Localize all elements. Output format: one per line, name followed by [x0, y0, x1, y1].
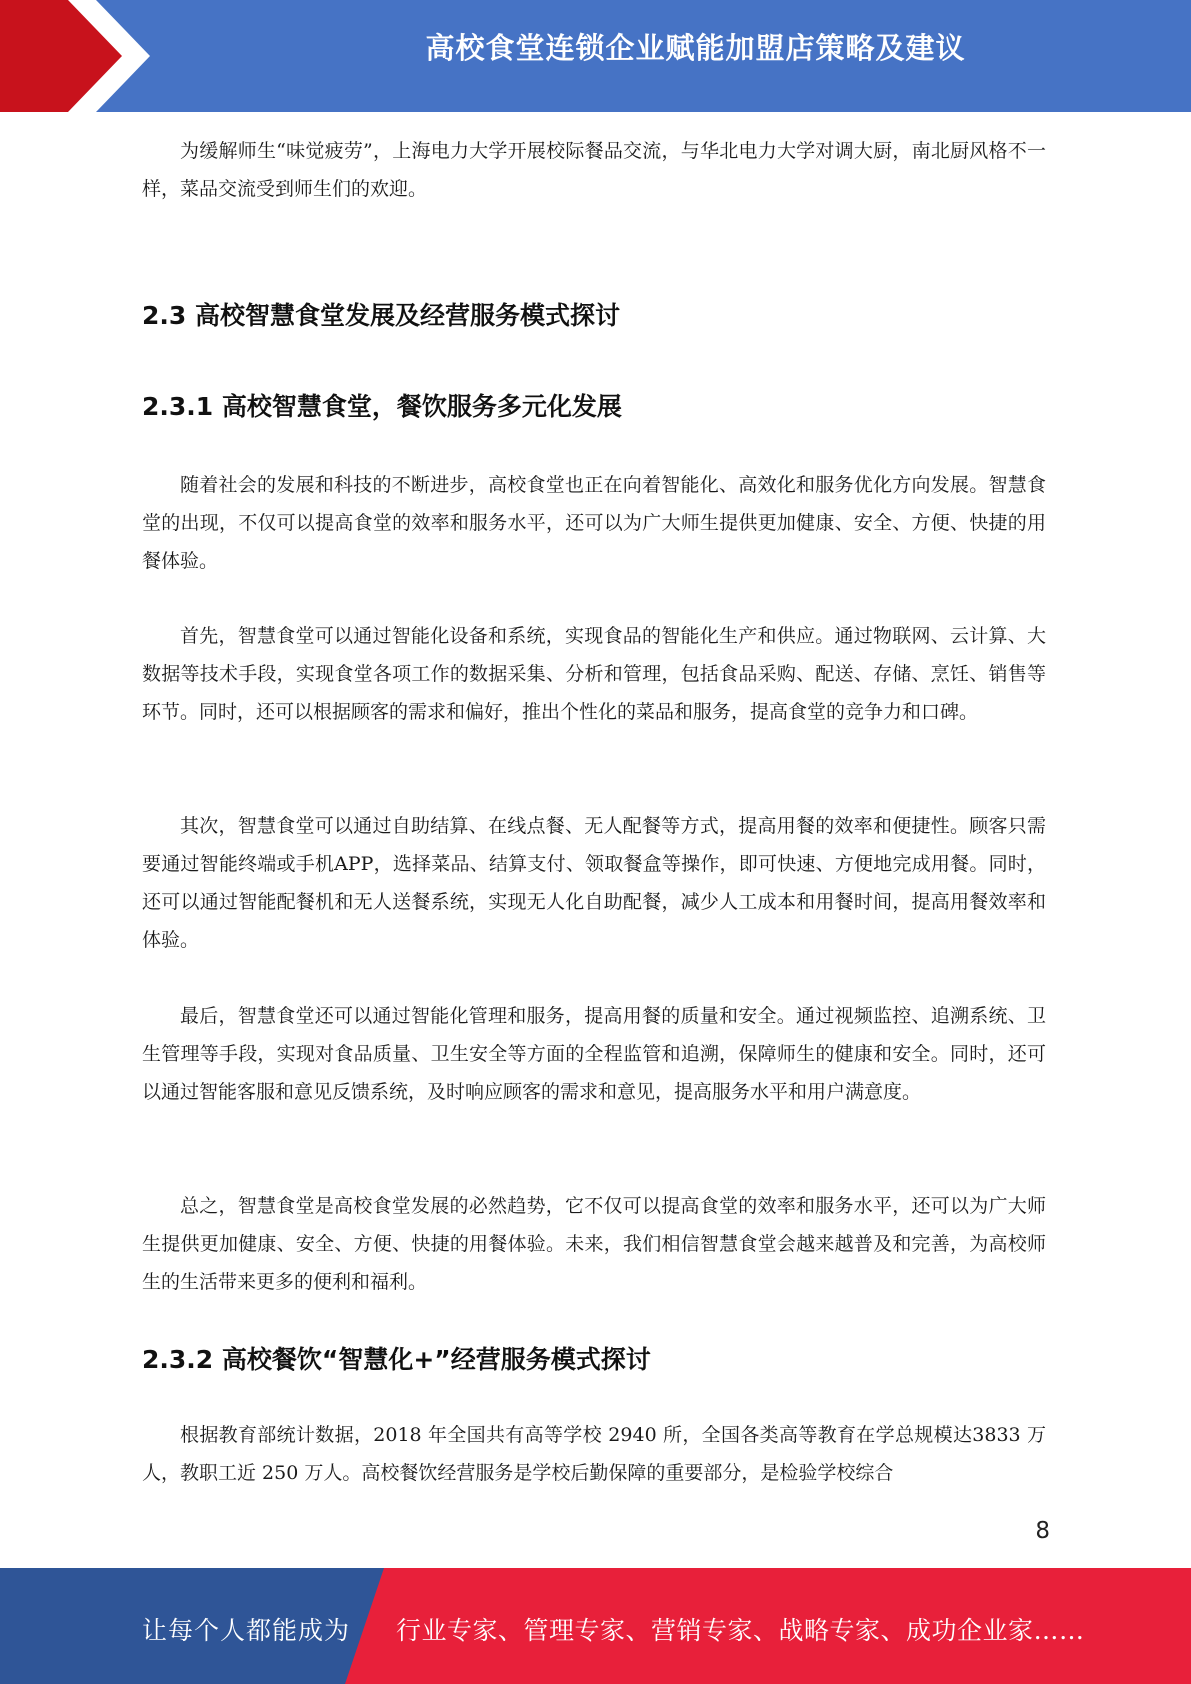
header-title: 高校食堂连锁企业赋能加盟店策略及建议 [425, 31, 966, 65]
paragraph-1: 随着社会的发展和科技的不断进步，高校食堂也正在向着智能化、高效化和服务优化方向发展。智慧食堂的出现，不仅可以提高食堂的效率和服务水平，还可以为广大师生提供更加健康、安全、方便、快捷的用餐体验。 [142, 474, 1046, 572]
footer-slogan-left: 让每个人都能成为 [142, 1616, 351, 1645]
section-heading-2-3-2: 2.3.2 高校餐饮“智慧化+”经营服务模式探讨 [142, 1345, 651, 1374]
paragraph-6: 根据教育部统计数据，2018 年全国共有高等学校 2940 所，全国各类高等教育在学总规模达3833 万人，教职工近 250 万人。高校餐饮经营服务是学校后勤保障的重要部分，是检验学校综合 [142, 1424, 1046, 1484]
paragraph-3: 其次，智慧食堂可以通过自助结算、在线点餐、无人配餐等方式，提高用餐的效率和便捷性。顾客只需要通过智能终端或手机APP，选择菜品、结算支付、领取餐盒等操作，即可快速、方便地完成用餐。同时，还可以通过智能配餐机和无人送餐系统，实现无人化自助配餐，减少人工成本和用餐时间，提高用餐效率和体验。 [142, 815, 1046, 951]
paragraph-4: 最后，智慧食堂还可以通过智能化管理和服务，提高用餐的质量和安全。通过视频监控、追溯系统、卫生管理等手段，实现对食品质量、卫生安全等方面的全程监管和追溯，保障师生的健康和安全。同时，还可以通过智能客服和意见反馈系统，及时响应顾客的需求和意见，提高服务水平和用户满意度。 [142, 1005, 1046, 1103]
paragraph-2: 首先，智慧食堂可以通过智能化设备和系统，实现食品的智能化生产和供应。通过物联网、云计算、大数据等技术手段，实现食堂各项工作的数据采集、分析和管理，包括食品采购、配送、存储、烹饪、销售等环节。同时，还可以根据顾客的需求和偏好，推出个性化的菜品和服务，提高食堂的竞争力和口碑。 [142, 625, 1046, 723]
section-heading-2-3: 2.3 高校智慧食堂发展及经营服务模式探讨 [142, 301, 620, 330]
footer-slogan-right: 行业专家、管理专家、营销专家、战略专家、成功企业家…… [396, 1616, 1085, 1645]
section-heading-2-3-1: 2.3.1 高校智慧食堂，餐饮服务多元化发展 [142, 392, 622, 421]
page-header [0, 0, 1191, 112]
paragraph-intro: 为缓解师生“味觉疲劳”，上海电力大学开展校际餐品交流，与华北电力大学对调大厨，南北厨风格不一样，菜品交流受到师生们的欢迎。 [142, 140, 1046, 200]
paragraph-5: 总之，智慧食堂是高校食堂发展的必然趋势，它不仅可以提高食堂的效率和服务水平，还可以为广大师生提供更加健康、安全、方便、快捷的用餐体验。未来，我们相信智慧食堂会越来越普及和完善，为高校师生的生活带来更多的便利和福利。 [142, 1195, 1046, 1293]
page-number: 8 [1035, 1518, 1050, 1544]
page-footer [0, 1568, 1191, 1684]
